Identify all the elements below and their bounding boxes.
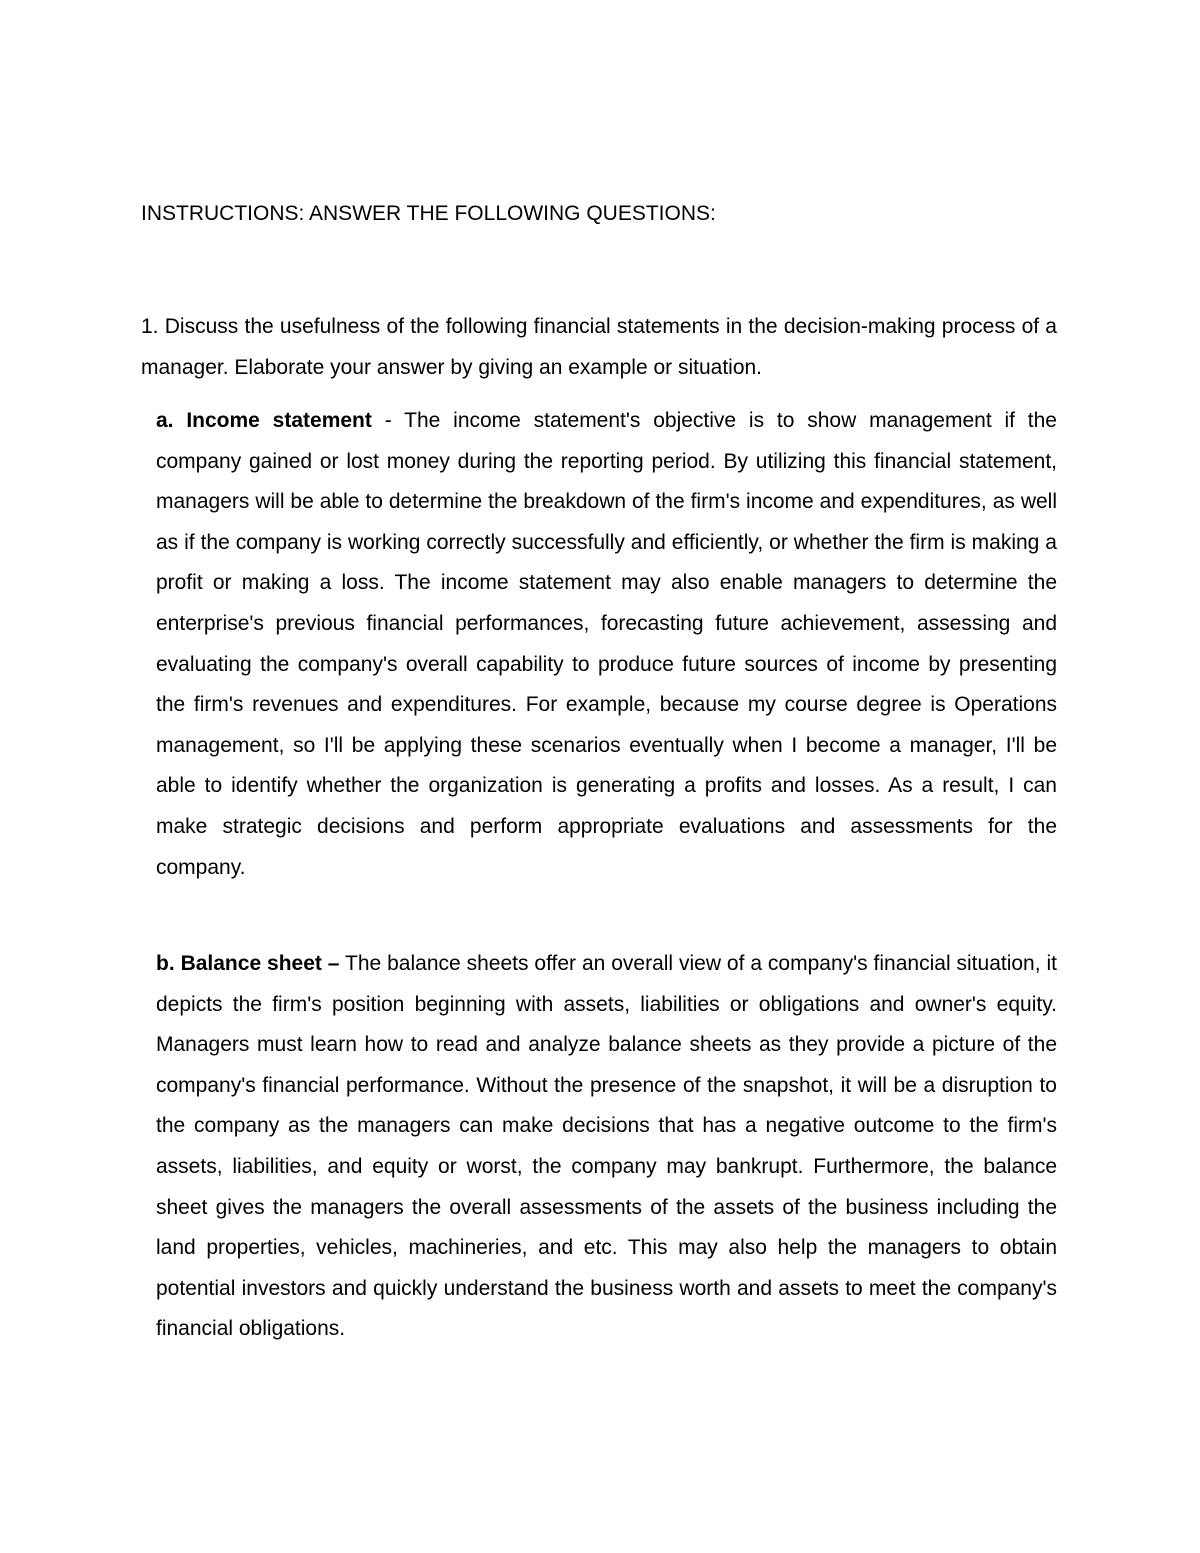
answer-a-heading: a. Income statement — [156, 409, 372, 432]
question-1: 1. Discuss the usefulness of the following financial statements in the decision-making process of a manager. Elaborate your answer by giving an example or situation. — [141, 315, 1057, 379]
answer-b-body: The balance sheets offer an overall view of a company's financial situation, it depicts the firm's position beginning with assets, liabilities or obligations and owner's equity. Managers must learn how to read and analyze balance sheets as they provide a picture of the company's financial performance. Without the presence of the snapshot, it will be a disruption to the company as the managers can make decisions that has a negative outcome to the firm's assets, liabilities, and equity or worst, the company may bankrupt. Furthermore, the balance sheet gives the managers the overall assessments of the assets of the business including the land properties, vehicles, machineries, and etc. This may also help the managers to obtain potential investors and quickly understand the business worth and assets to meet the company's financial obligations. — [156, 952, 1057, 1341]
answer-b-heading: b. Balance sheet – — [156, 952, 340, 975]
answer-a-separator: - — [371, 409, 405, 432]
answer-a-income-statement — [156, 401, 1057, 888]
answer-a-body: The income statement's objective is to show management if the company gained or lost money during the reporting period. By utilizing this financial statement, managers will be able to determine the breakdown of the firm's income and expenditures, as well as if the company is working correctly successfully and efficiently, or whether the firm is making a profit or making a loss. The income statement may also enable managers to determine the enterprise's previous financial performances, forecasting future achievement, assessing and evaluating the company's overall capability to produce future sources of income by presenting the firm's revenues and expenditures. For example, because my course degree is Operations management, so I'll be applying these scenarios eventually when I become a manager, I'll be able to identify whether the organization is generating a profits and losses. As a result, I can make strategic decisions and perform appropriate evaluations and assessments for the company. — [156, 409, 1057, 879]
answer-b-balance-sheet — [156, 944, 1057, 1350]
instructions-heading: INSTRUCTIONS: ANSWER THE FOLLOWING QUESTIONS: — [141, 202, 716, 225]
